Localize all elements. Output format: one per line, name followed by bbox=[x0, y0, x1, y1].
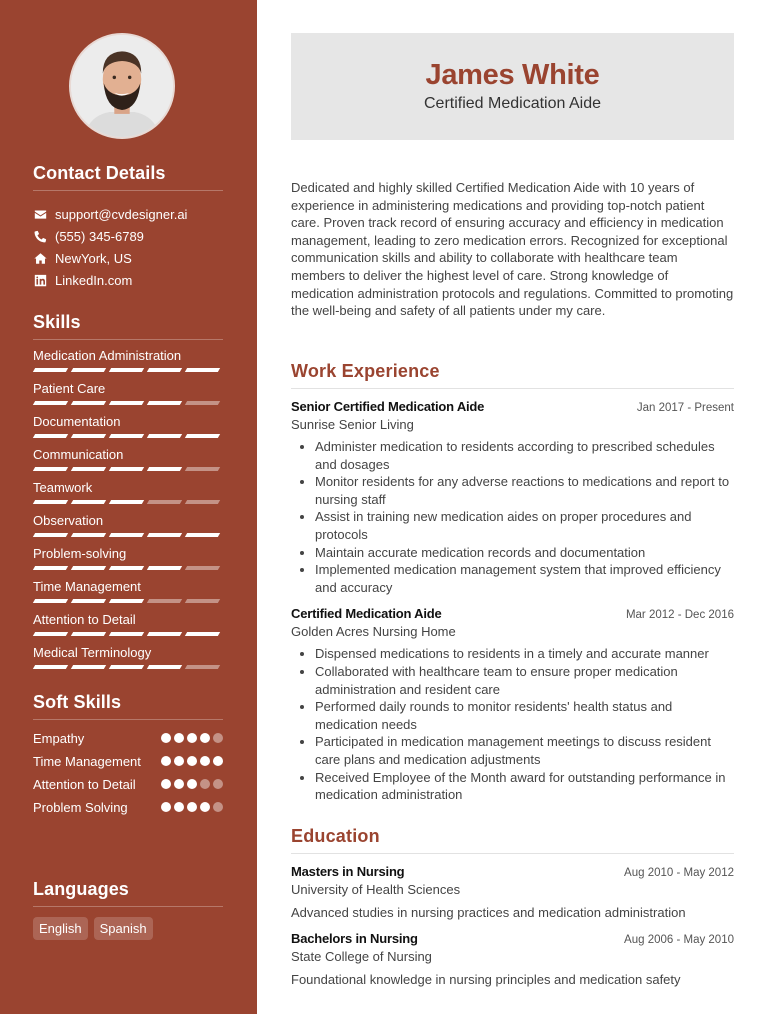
job-bullets bbox=[291, 438, 734, 596]
job-entry bbox=[291, 399, 734, 596]
soft-skill-name: Time Management bbox=[33, 754, 141, 769]
skill-item bbox=[33, 381, 223, 413]
education-title: Education bbox=[291, 826, 734, 854]
rating-dot-filled bbox=[161, 802, 171, 812]
rating-bar-filled bbox=[71, 665, 106, 669]
job-bullet: • Implemented medication management system that improved efficiency and accuracy bbox=[315, 561, 734, 596]
rating-dot-filled bbox=[161, 779, 171, 789]
skill-item bbox=[33, 645, 223, 677]
soft-skill-name: Attention to Detail bbox=[33, 777, 136, 792]
skill-item bbox=[33, 348, 223, 380]
rating-bar-filled bbox=[33, 599, 68, 603]
job-title: Senior Certified Medication Aide bbox=[291, 399, 485, 414]
soft-skills-title: Soft Skills bbox=[33, 692, 223, 720]
skill-rating-bars bbox=[33, 401, 223, 405]
rating-bar-empty bbox=[185, 665, 220, 669]
rating-bar-empty bbox=[185, 500, 220, 504]
language-tag: Spanish bbox=[94, 917, 153, 940]
rating-dot-filled bbox=[174, 733, 184, 743]
skill-rating-bars bbox=[33, 368, 223, 372]
skill-item bbox=[33, 414, 223, 446]
skills-section bbox=[33, 312, 223, 677]
soft-skill-rating-dots bbox=[161, 779, 223, 789]
rating-dot-empty bbox=[200, 779, 210, 789]
work-experience-title: Work Experience bbox=[291, 361, 734, 389]
skill-rating-bars bbox=[33, 533, 223, 537]
skill-rating-bars bbox=[33, 599, 223, 603]
job-bullet: • Administer medication to residents according to prescribed schedules and dosages bbox=[315, 438, 734, 473]
contact-location bbox=[33, 247, 223, 269]
skill-rating-bars bbox=[33, 500, 223, 504]
education-entry bbox=[291, 931, 734, 988]
rating-bar-filled bbox=[109, 566, 144, 570]
rating-bar-filled bbox=[185, 632, 220, 636]
contact-linkedin-text: LinkedIn.com bbox=[55, 272, 133, 288]
job-bullet: • Performed daily rounds to monitor residents' health status and medication needs bbox=[315, 698, 734, 733]
skill-item bbox=[33, 447, 223, 479]
rating-bar-filled bbox=[109, 434, 144, 438]
rating-bar-filled bbox=[109, 401, 144, 405]
rating-dot-filled bbox=[200, 733, 210, 743]
rating-bar-filled bbox=[147, 665, 182, 669]
skill-name: Communication bbox=[33, 447, 124, 462]
rating-bar-filled bbox=[71, 401, 106, 405]
soft-skill-rating-dots bbox=[161, 802, 223, 812]
rating-bar-filled bbox=[33, 533, 68, 537]
rating-bar-filled bbox=[71, 500, 106, 504]
school: State College of Nursing bbox=[291, 949, 432, 964]
person-photo-icon bbox=[71, 35, 173, 137]
rating-bar-empty bbox=[147, 500, 182, 504]
contact-title: Contact Details bbox=[33, 163, 223, 191]
rating-bar-filled bbox=[71, 533, 106, 537]
home-icon bbox=[33, 251, 47, 265]
skill-item bbox=[33, 513, 223, 545]
rating-dot-empty bbox=[213, 802, 223, 812]
languages-section bbox=[33, 879, 223, 940]
language-tag: English bbox=[33, 917, 88, 940]
summary: Dedicated and highly skilled Certified Medication Aide with 10 years of experience in administering medications and providing top-notch patient care. Proven track record of ensuring accuracy and efficiency in medication management, leading to zero medication errors. Recognized for exceptional communication skills and ability to collaborate with healthcare team members to deliver the highest level of care. Strong knowledge of medication administration protocols and regulations. Committed to promoting the well-being and safety of all patients under my care. bbox=[291, 180, 734, 319]
job-bullet: • Received Employee of the Month award for outstanding performance in medication administration bbox=[315, 769, 734, 804]
job-bullet: • Collaborated with healthcare team to ensure proper medication administration and resident care bbox=[315, 663, 734, 698]
rating-bar-empty bbox=[185, 467, 220, 471]
rating-bar-filled bbox=[147, 533, 182, 537]
rating-bar-filled bbox=[147, 632, 182, 636]
education-header bbox=[291, 931, 734, 946]
job-bullet: • Participated in medication management meetings to discuss resident care plans and medication adjustments bbox=[315, 733, 734, 768]
rating-bar-filled bbox=[71, 368, 106, 372]
rating-bar-filled bbox=[109, 665, 144, 669]
skill-name: Patient Care bbox=[33, 381, 106, 396]
job-dates: Mar 2012 - Dec 2016 bbox=[625, 609, 734, 622]
rating-dot-filled bbox=[187, 802, 197, 812]
rating-dot-filled bbox=[187, 779, 197, 789]
skill-item bbox=[33, 546, 223, 578]
job-header bbox=[291, 606, 734, 621]
contact-section bbox=[33, 163, 223, 291]
rating-bar-filled bbox=[33, 500, 68, 504]
rating-bar-filled bbox=[147, 368, 182, 372]
envelope-icon bbox=[33, 207, 47, 221]
job-dates: Jan 2017 - Present bbox=[636, 402, 734, 414]
candidate-title: Certified Medication Aide bbox=[424, 95, 601, 112]
education-description: Advanced studies in nursing practices and medication administration bbox=[291, 905, 686, 920]
degree: Bachelors in Nursing bbox=[291, 931, 418, 946]
rating-bar-filled bbox=[147, 401, 182, 405]
rating-bar-empty bbox=[185, 401, 220, 405]
soft-skill-item bbox=[33, 776, 223, 793]
rating-bar-filled bbox=[71, 566, 106, 570]
education-dates: Aug 2006 - May 2010 bbox=[624, 934, 734, 946]
skill-rating-bars bbox=[33, 566, 223, 570]
sidebar bbox=[0, 0, 257, 1014]
skill-rating-bars bbox=[33, 467, 223, 471]
rating-dot-empty bbox=[213, 733, 223, 743]
rating-bar-filled bbox=[147, 434, 182, 438]
skill-name: Observation bbox=[33, 513, 104, 528]
contact-phone-text: (555) 345-6789 bbox=[55, 228, 144, 244]
soft-skill-rating-dots bbox=[161, 733, 223, 743]
skill-rating-bars bbox=[33, 665, 223, 669]
rating-dot-filled bbox=[174, 779, 184, 789]
degree: Masters in Nursing bbox=[291, 864, 405, 879]
contact-email-text: support@cvdesigner.ai bbox=[55, 206, 188, 222]
rating-bar-filled bbox=[109, 500, 144, 504]
rating-bar-filled bbox=[71, 467, 106, 471]
contact-phone[interactable] bbox=[33, 225, 223, 247]
languages-title: Languages bbox=[33, 879, 223, 907]
education-header bbox=[291, 864, 734, 879]
skill-item bbox=[33, 612, 223, 644]
skill-name: Attention to Detail bbox=[33, 612, 136, 627]
skill-name: Problem-solving bbox=[33, 546, 127, 561]
rating-bar-filled bbox=[33, 566, 68, 570]
rating-bar-filled bbox=[185, 434, 220, 438]
soft-skill-list bbox=[33, 730, 223, 816]
soft-skill-item bbox=[33, 753, 223, 770]
school: University of Health Sciences bbox=[291, 882, 461, 897]
education-dates: Aug 2010 - May 2012 bbox=[624, 867, 734, 879]
rating-bar-filled bbox=[71, 599, 106, 603]
rating-bar-filled bbox=[33, 434, 68, 438]
skill-name: Documentation bbox=[33, 414, 121, 429]
rating-dot-filled bbox=[187, 756, 197, 766]
rating-dot-filled bbox=[187, 733, 197, 743]
rating-bar-filled bbox=[33, 632, 68, 636]
work-experience-section bbox=[291, 361, 734, 804]
job-bullet: • Monitor residents for any adverse reactions to medications and report to nursing staff bbox=[315, 473, 734, 508]
linkedin-icon bbox=[33, 273, 47, 287]
job-bullet: • Assist in training new medication aides on proper procedures and protocols bbox=[315, 508, 734, 543]
rating-dot-filled bbox=[174, 802, 184, 812]
job-bullet: • Dispensed medications to residents in a timely and accurate manner bbox=[315, 645, 734, 663]
rating-bar-filled bbox=[109, 467, 144, 471]
rating-dot-filled bbox=[213, 756, 223, 766]
rating-bar-filled bbox=[109, 368, 144, 372]
phone-icon bbox=[33, 229, 47, 243]
job-header bbox=[291, 399, 734, 414]
rating-dot-filled bbox=[174, 756, 184, 766]
job-bullet: • Maintain accurate medication records and documentation bbox=[315, 544, 734, 562]
job-title: Certified Medication Aide bbox=[291, 606, 442, 622]
skill-rating-bars bbox=[33, 434, 223, 438]
job-company: Sunrise Senior Living bbox=[291, 417, 414, 432]
header-box bbox=[291, 33, 734, 140]
rating-bar-empty bbox=[185, 599, 220, 603]
soft-skills-section bbox=[33, 692, 223, 822]
candidate-name: James White bbox=[425, 59, 600, 91]
profile-photo bbox=[69, 33, 175, 139]
rating-dot-filled bbox=[161, 733, 171, 743]
job-bullets bbox=[291, 645, 734, 803]
skill-rating-bars bbox=[33, 632, 223, 636]
rating-bar-filled bbox=[185, 368, 220, 372]
rating-dot-filled bbox=[200, 802, 210, 812]
rating-bar-filled bbox=[71, 632, 106, 636]
contact-location-text: NewYork, US bbox=[55, 250, 132, 266]
contact-email[interactable] bbox=[33, 203, 223, 225]
rating-bar-filled bbox=[33, 665, 68, 669]
education-entry bbox=[291, 864, 734, 921]
rating-bar-filled bbox=[109, 533, 144, 537]
skill-name: Teamwork bbox=[33, 480, 93, 495]
rating-bar-filled bbox=[33, 467, 68, 471]
rating-bar-filled bbox=[185, 533, 220, 537]
rating-bar-filled bbox=[147, 467, 182, 471]
soft-skill-item bbox=[33, 799, 223, 816]
rating-bar-empty bbox=[185, 566, 220, 570]
skill-list bbox=[33, 348, 223, 677]
rating-dot-filled bbox=[200, 756, 210, 766]
job-entry bbox=[291, 606, 734, 803]
rating-bar-filled bbox=[147, 566, 182, 570]
skill-name: Medication Administration bbox=[33, 348, 182, 363]
soft-skill-name: Empathy bbox=[33, 731, 85, 746]
rating-bar-empty bbox=[147, 599, 182, 603]
rating-bar-filled bbox=[33, 401, 68, 405]
rating-dot-empty bbox=[213, 779, 223, 789]
rating-bar-filled bbox=[109, 599, 144, 603]
soft-skill-name: Problem Solving bbox=[33, 800, 128, 815]
skill-item bbox=[33, 480, 223, 512]
soft-skill-item bbox=[33, 730, 223, 747]
skills-title: Skills bbox=[33, 312, 223, 340]
contact-linkedin[interactable] bbox=[33, 269, 223, 291]
skill-item bbox=[33, 579, 223, 611]
job-company: Golden Acres Nursing Home bbox=[291, 624, 456, 640]
education-section bbox=[291, 826, 734, 988]
rating-bar-filled bbox=[33, 368, 68, 372]
rating-dot-filled bbox=[161, 756, 171, 766]
skill-name: Medical Terminology bbox=[33, 645, 152, 660]
rating-bar-filled bbox=[71, 434, 106, 438]
education-description: Foundational knowledge in nursing principles and medication safety bbox=[291, 972, 681, 987]
soft-skill-rating-dots bbox=[161, 756, 223, 766]
skill-name: Time Management bbox=[33, 579, 141, 594]
rating-bar-filled bbox=[109, 632, 144, 636]
